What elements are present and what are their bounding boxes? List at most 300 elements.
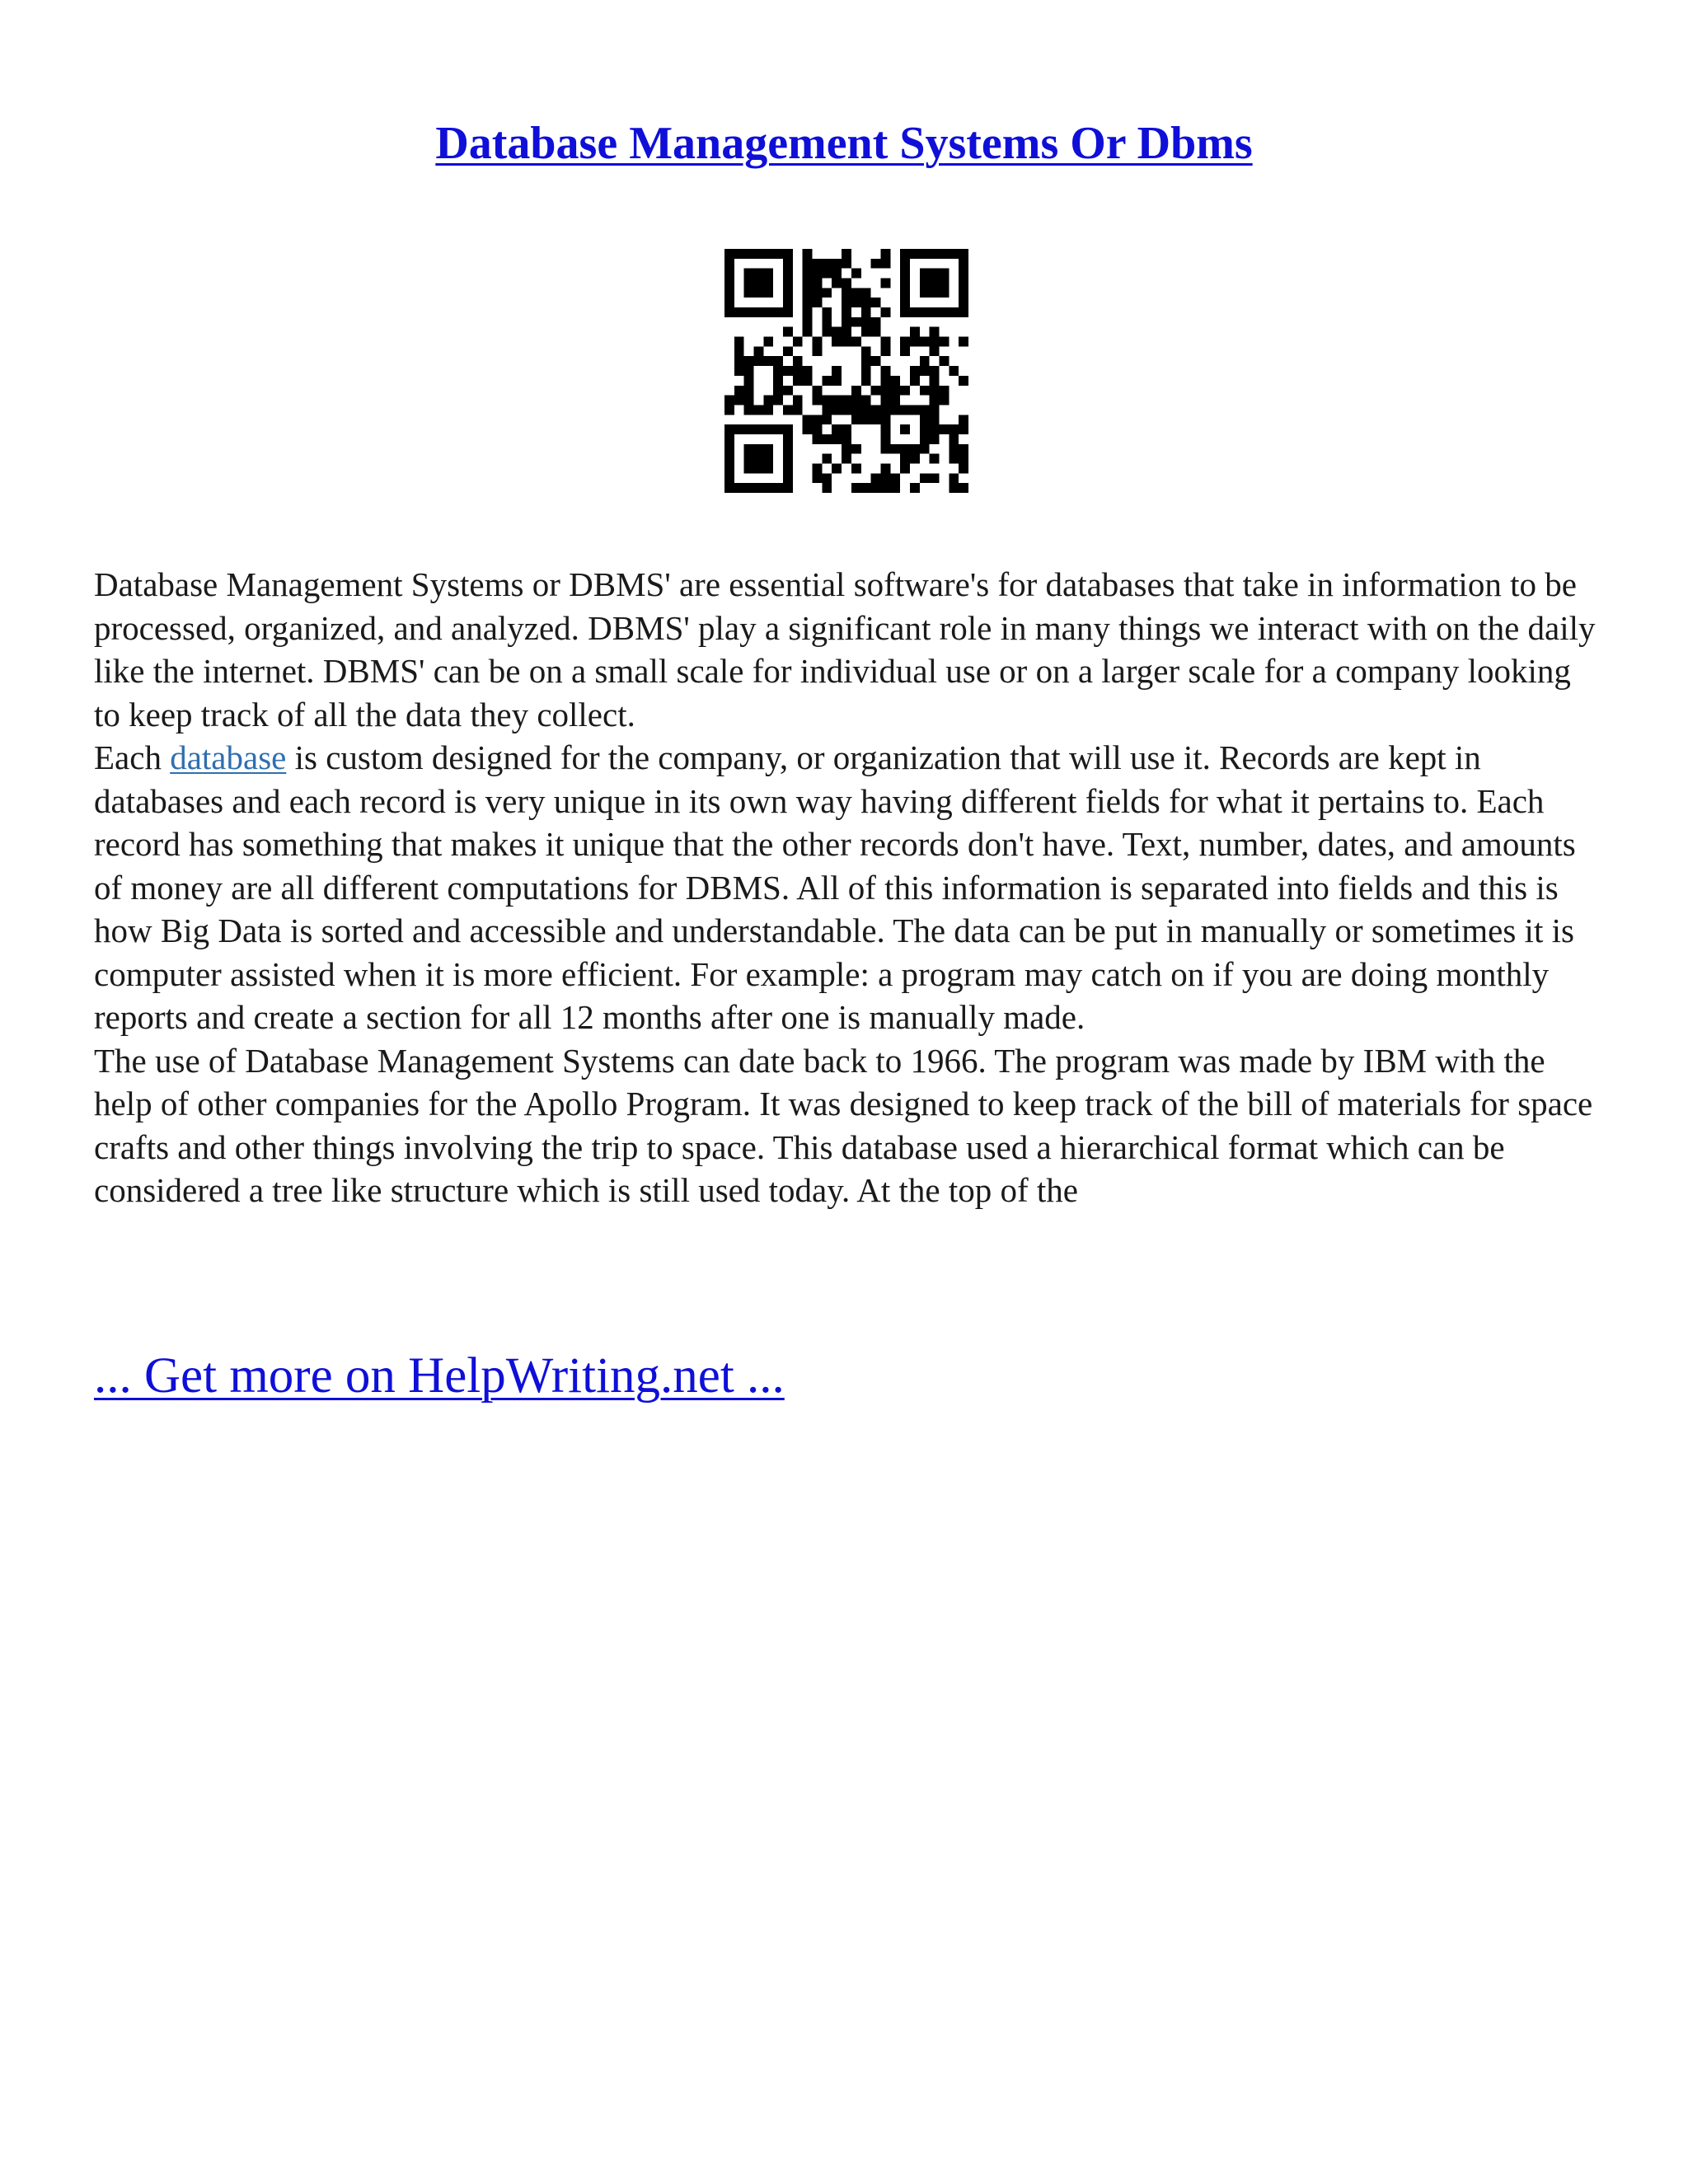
qr-module bbox=[871, 405, 881, 415]
qr-module bbox=[724, 279, 734, 288]
qr-module bbox=[813, 424, 823, 434]
qr-module bbox=[861, 346, 871, 356]
qr-module bbox=[900, 346, 910, 356]
qr-module bbox=[851, 415, 861, 424]
qr-module bbox=[949, 483, 959, 493]
qr-module bbox=[724, 483, 734, 493]
qr-module bbox=[803, 249, 813, 259]
qr-module bbox=[949, 434, 959, 444]
qr-module bbox=[793, 366, 803, 376]
qr-module bbox=[880, 396, 890, 405]
qr-module bbox=[734, 424, 744, 434]
qr-module bbox=[920, 405, 930, 415]
qr-module bbox=[861, 298, 871, 307]
qr-module bbox=[822, 288, 832, 298]
get-more-link-container bbox=[94, 1347, 785, 1406]
qr-module bbox=[939, 269, 949, 279]
qr-module bbox=[880, 376, 890, 386]
qr-module bbox=[842, 396, 851, 405]
qr-module bbox=[871, 386, 881, 396]
qr-module bbox=[949, 444, 959, 454]
qr-module bbox=[900, 307, 910, 317]
paragraph-2-rest: is custom designed for the company, or organization that will use it. Records are kept in databases and each record is very unique in its own way having different fields for what it pertains to. Each record has something that makes it unique that the other records don't have. Text, number, dates, and amounts of money are all different computations for DBMS. All of this information is separated into fields and this is how Big Data is sorted and accessible and understandable. The data can be put in manually or sometimes it is computer assisted when it is more efficient. For example: a program may catch on if you are doing monthly reports and create a section for all 12 months after one is manually made. bbox=[94, 738, 1576, 1036]
qr-module bbox=[930, 269, 940, 279]
qr-module bbox=[803, 298, 813, 307]
qr-module bbox=[880, 405, 890, 415]
qr-module bbox=[783, 307, 793, 317]
qr-module bbox=[861, 415, 871, 424]
qr-module bbox=[900, 249, 910, 259]
qr-module bbox=[910, 454, 920, 464]
qr-module bbox=[851, 463, 861, 473]
qr-module bbox=[763, 454, 773, 464]
qr-module bbox=[900, 444, 910, 454]
qr-module bbox=[890, 376, 900, 386]
qr-module bbox=[832, 337, 842, 347]
qr-module bbox=[734, 366, 744, 376]
qr-module bbox=[724, 434, 734, 444]
qr-module bbox=[734, 337, 744, 347]
qr-module bbox=[949, 366, 959, 376]
qr-module bbox=[832, 269, 842, 279]
qr-module bbox=[861, 288, 871, 298]
qr-module bbox=[822, 473, 832, 483]
qr-module bbox=[744, 483, 754, 493]
qr-module bbox=[783, 473, 793, 483]
qr-module bbox=[724, 454, 734, 464]
qr-module bbox=[822, 327, 832, 337]
qr-module bbox=[832, 279, 842, 288]
qr-module bbox=[861, 317, 871, 327]
qr-module bbox=[851, 337, 861, 347]
page-title bbox=[0, 115, 1688, 171]
qr-module bbox=[900, 463, 910, 473]
qr-module bbox=[724, 269, 734, 279]
qr-module bbox=[880, 279, 890, 288]
qr-module bbox=[754, 463, 764, 473]
qr-module bbox=[803, 327, 813, 337]
qr-module bbox=[910, 376, 920, 386]
qr-module bbox=[744, 376, 754, 386]
qr-module bbox=[900, 424, 910, 434]
qr-module bbox=[920, 269, 930, 279]
qr-module bbox=[744, 405, 754, 415]
qr-module bbox=[724, 405, 734, 415]
qr-module bbox=[783, 269, 793, 279]
qr-module bbox=[861, 307, 871, 317]
qr-module bbox=[959, 298, 968, 307]
qr-module bbox=[851, 396, 861, 405]
qr-module bbox=[822, 415, 832, 424]
qr-module bbox=[949, 473, 959, 483]
qr-module bbox=[949, 454, 959, 464]
qr-module bbox=[783, 346, 793, 356]
qr-module bbox=[763, 356, 773, 366]
qr-module bbox=[783, 454, 793, 464]
qr-module bbox=[900, 454, 910, 464]
qr-module bbox=[851, 405, 861, 415]
qr-module bbox=[813, 434, 823, 444]
qr-module bbox=[813, 415, 823, 424]
qr-module bbox=[939, 337, 949, 347]
qr-module bbox=[930, 434, 940, 444]
qr-module bbox=[920, 307, 930, 317]
qr-module bbox=[930, 307, 940, 317]
qr-module bbox=[851, 298, 861, 307]
qr-module bbox=[832, 396, 842, 405]
qr-module bbox=[744, 307, 754, 317]
qr-module bbox=[920, 279, 930, 288]
qr-module bbox=[763, 288, 773, 298]
qr-module bbox=[754, 269, 764, 279]
qr-module bbox=[754, 307, 764, 317]
qr-module bbox=[880, 434, 890, 444]
qr-module bbox=[900, 298, 910, 307]
qr-module bbox=[783, 424, 793, 434]
qr-module bbox=[763, 337, 773, 347]
qr-module bbox=[822, 307, 832, 317]
qr-module bbox=[871, 327, 881, 337]
qr-module bbox=[724, 298, 734, 307]
qr-module bbox=[880, 463, 890, 473]
qr-module bbox=[832, 327, 842, 337]
qr-module bbox=[822, 454, 832, 464]
qr-module bbox=[793, 337, 803, 347]
qr-module bbox=[959, 444, 968, 454]
qr-module bbox=[783, 483, 793, 493]
qr-module bbox=[920, 444, 930, 454]
qr-module bbox=[861, 366, 871, 376]
qr-module bbox=[724, 444, 734, 454]
qr-module bbox=[763, 463, 773, 473]
qr-module bbox=[939, 356, 949, 366]
qr-module bbox=[803, 317, 813, 327]
qr-module bbox=[842, 444, 851, 454]
qr-module bbox=[822, 376, 832, 386]
qr-module bbox=[783, 386, 793, 396]
qr-module bbox=[871, 473, 881, 483]
qr-module bbox=[822, 396, 832, 405]
qr-module bbox=[871, 259, 881, 269]
qr-module bbox=[930, 366, 940, 376]
qr-module bbox=[910, 327, 920, 337]
paragraph-3: The use of Database Management Systems can date back to 1966. The program was made by IBM with the help of other companies for the Apollo Program. It was designed to keep track of the bill of materials for space crafts and other things involving the trip to space. This database used a hierarchical format which can be considered a tree like structure which is still used today. At the top of the bbox=[94, 1041, 1593, 1209]
qr-module bbox=[754, 356, 764, 366]
qr-module bbox=[803, 376, 813, 386]
qr-module bbox=[959, 463, 968, 473]
paragraph-1: Database Management Systems or DBMS' are essential software's for databases that take in information to be processed, organized, and analyzed. DBMS' play a significant role in many things we interact with on the daily like the internet. DBMS' can be on a small scale for individual use or on a larger scale for a company looking to keep track of all the data they collect. bbox=[94, 565, 1596, 733]
qr-module bbox=[754, 249, 764, 259]
qr-module bbox=[861, 356, 871, 366]
qr-module bbox=[734, 396, 744, 405]
qr-module bbox=[880, 424, 890, 434]
qr-module bbox=[861, 405, 871, 415]
qr-module bbox=[773, 376, 783, 386]
qr-module bbox=[890, 386, 900, 396]
qr-module bbox=[910, 483, 920, 493]
qr-module bbox=[910, 405, 920, 415]
qr-module bbox=[900, 337, 910, 347]
qr-module bbox=[920, 386, 930, 396]
qr-module bbox=[734, 307, 744, 317]
qr-module bbox=[910, 249, 920, 259]
qr-module bbox=[900, 288, 910, 298]
qr-module bbox=[842, 405, 851, 415]
qr-module bbox=[803, 424, 813, 434]
qr-module bbox=[783, 366, 793, 376]
qr-module bbox=[754, 346, 764, 356]
qr-module bbox=[773, 249, 783, 259]
qr-module bbox=[803, 288, 813, 298]
qr-module bbox=[813, 298, 823, 307]
qr-module bbox=[861, 327, 871, 337]
qr-module bbox=[890, 396, 900, 405]
qr-module bbox=[939, 249, 949, 259]
qr-module bbox=[773, 366, 783, 376]
qr-module bbox=[724, 424, 734, 434]
qr-module bbox=[813, 396, 823, 405]
qr-module bbox=[900, 279, 910, 288]
qr-module bbox=[763, 307, 773, 317]
qr-module bbox=[959, 279, 968, 288]
qr-module bbox=[783, 259, 793, 269]
qr-module bbox=[851, 288, 861, 298]
qr-module bbox=[900, 259, 910, 269]
qr-module bbox=[734, 483, 744, 493]
qr-module bbox=[959, 288, 968, 298]
qr-module bbox=[832, 259, 842, 269]
qr-code-image bbox=[724, 249, 968, 493]
qr-module bbox=[959, 454, 968, 464]
qr-module bbox=[832, 366, 842, 376]
qr-module bbox=[773, 424, 783, 434]
qr-module bbox=[880, 307, 890, 317]
qr-module bbox=[744, 386, 754, 396]
qr-module bbox=[842, 259, 851, 269]
qr-module bbox=[754, 405, 764, 415]
qr-module bbox=[724, 288, 734, 298]
qr-module bbox=[930, 249, 940, 259]
qr-module bbox=[754, 279, 764, 288]
qr-module bbox=[910, 444, 920, 454]
qr-module bbox=[959, 376, 968, 386]
qr-module bbox=[910, 307, 920, 317]
qr-module bbox=[822, 483, 832, 493]
qr-module bbox=[813, 288, 823, 298]
qr-module bbox=[842, 307, 851, 317]
qr-module bbox=[920, 337, 930, 347]
qr-module bbox=[949, 424, 959, 434]
qr-module bbox=[930, 279, 940, 288]
qr-module bbox=[744, 366, 754, 376]
qr-module bbox=[724, 473, 734, 483]
get-more-link[interactable]: ... Get more on HelpWriting.net ... bbox=[94, 1348, 785, 1404]
qr-module bbox=[851, 386, 861, 396]
qr-module bbox=[744, 444, 754, 454]
qr-module bbox=[842, 454, 851, 464]
qr-module bbox=[920, 366, 930, 376]
qr-module bbox=[783, 288, 793, 298]
qr-module bbox=[783, 249, 793, 259]
qr-module bbox=[959, 424, 968, 434]
qr-module bbox=[793, 376, 803, 386]
qr-module bbox=[871, 298, 881, 307]
qr-module bbox=[803, 269, 813, 279]
qr-module bbox=[783, 405, 793, 415]
qr-module bbox=[734, 386, 744, 396]
qr-module bbox=[793, 405, 803, 415]
qr-module bbox=[949, 307, 959, 317]
qr-module bbox=[871, 356, 881, 366]
qr-module bbox=[724, 396, 734, 405]
qr-module bbox=[744, 288, 754, 298]
article-body bbox=[94, 563, 1602, 1212]
qr-module bbox=[734, 346, 744, 356]
qr-module bbox=[920, 424, 930, 434]
title-link[interactable]: Database Management Systems Or Dbms bbox=[435, 118, 1253, 169]
qr-module bbox=[880, 444, 890, 454]
qr-module bbox=[959, 337, 968, 347]
qr-module bbox=[939, 424, 949, 434]
qr-module bbox=[793, 356, 803, 366]
qr-module bbox=[930, 415, 940, 424]
qr-module bbox=[920, 415, 930, 424]
qr-module bbox=[822, 434, 832, 444]
qr-module bbox=[813, 463, 823, 473]
qr-module bbox=[773, 483, 783, 493]
database-link[interactable]: database bbox=[170, 738, 287, 776]
qr-module bbox=[803, 259, 813, 269]
qr-module bbox=[744, 463, 754, 473]
qr-module bbox=[813, 473, 823, 483]
qr-module bbox=[773, 386, 783, 396]
qr-module bbox=[861, 376, 871, 386]
qr-module bbox=[744, 356, 754, 366]
qr-module bbox=[744, 396, 754, 405]
qr-module bbox=[871, 483, 881, 493]
qr-module bbox=[803, 279, 813, 288]
qr-module bbox=[813, 386, 823, 396]
qr-module bbox=[930, 327, 940, 337]
qr-module bbox=[842, 317, 851, 327]
qr-module bbox=[832, 376, 842, 386]
qr-module bbox=[724, 259, 734, 269]
qr-module bbox=[920, 434, 930, 444]
qr-module bbox=[803, 415, 813, 424]
qr-module bbox=[880, 249, 890, 259]
qr-module bbox=[803, 366, 813, 376]
qr-module bbox=[861, 396, 871, 405]
qr-module bbox=[890, 483, 900, 493]
qr-module bbox=[783, 463, 793, 473]
qr-module bbox=[822, 317, 832, 327]
qr-module bbox=[783, 279, 793, 288]
qr-module bbox=[880, 346, 890, 356]
qr-module bbox=[880, 259, 890, 269]
qr-module bbox=[959, 259, 968, 269]
qr-module bbox=[920, 288, 930, 298]
qr-module bbox=[930, 337, 940, 347]
qr-module bbox=[880, 473, 890, 483]
qr-module bbox=[783, 327, 793, 337]
qr-module bbox=[959, 249, 968, 259]
qr-module bbox=[851, 269, 861, 279]
qr-module bbox=[842, 337, 851, 347]
qr-module bbox=[842, 327, 851, 337]
qr-module bbox=[763, 444, 773, 454]
qr-module bbox=[880, 386, 890, 396]
qr-module bbox=[763, 483, 773, 493]
qr-module bbox=[959, 307, 968, 317]
qr-module bbox=[930, 288, 940, 298]
qr-module bbox=[930, 386, 940, 396]
qr-module bbox=[939, 279, 949, 288]
qr-module bbox=[842, 298, 851, 307]
qr-module bbox=[939, 386, 949, 396]
qr-module bbox=[744, 424, 754, 434]
qr-module bbox=[763, 249, 773, 259]
qr-module bbox=[744, 269, 754, 279]
qr-module bbox=[880, 366, 890, 376]
qr-module bbox=[880, 483, 890, 493]
qr-module bbox=[763, 405, 773, 415]
qr-module bbox=[910, 337, 920, 347]
qr-module bbox=[930, 424, 940, 434]
qr-module bbox=[842, 434, 851, 444]
qr-module bbox=[959, 269, 968, 279]
paragraph-2-lead: Each bbox=[94, 738, 171, 776]
qr-module bbox=[822, 259, 832, 269]
qr-module bbox=[920, 249, 930, 259]
qr-module bbox=[724, 463, 734, 473]
qr-module bbox=[734, 249, 744, 259]
qr-module bbox=[900, 386, 910, 396]
qr-module bbox=[813, 279, 823, 288]
qr-module bbox=[890, 473, 900, 483]
qr-module bbox=[880, 415, 890, 424]
qr-module bbox=[920, 356, 930, 366]
qr-module bbox=[900, 269, 910, 279]
qr-module bbox=[724, 249, 734, 259]
qr-module bbox=[813, 259, 823, 269]
qr-module bbox=[930, 405, 940, 415]
qr-module bbox=[744, 249, 754, 259]
qr-module bbox=[724, 307, 734, 317]
qr-module bbox=[832, 434, 842, 444]
qr-module bbox=[851, 317, 861, 327]
qr-module bbox=[832, 424, 842, 434]
qr-module bbox=[920, 473, 930, 483]
qr-module bbox=[773, 356, 783, 366]
qr-module bbox=[900, 405, 910, 415]
qr-module bbox=[763, 396, 773, 405]
qr-module bbox=[930, 473, 940, 483]
qr-module bbox=[851, 444, 861, 454]
qr-module bbox=[754, 424, 764, 434]
qr-module bbox=[793, 396, 803, 405]
qr-module bbox=[744, 454, 754, 464]
qr-module bbox=[773, 307, 783, 317]
qr-module bbox=[813, 269, 823, 279]
qr-module bbox=[880, 337, 890, 347]
qr-module bbox=[763, 279, 773, 288]
qr-module bbox=[871, 317, 881, 327]
qr-module bbox=[930, 396, 940, 405]
qr-module bbox=[783, 444, 793, 454]
qr-module bbox=[813, 346, 823, 356]
qr-module bbox=[763, 269, 773, 279]
qr-module bbox=[842, 279, 851, 288]
